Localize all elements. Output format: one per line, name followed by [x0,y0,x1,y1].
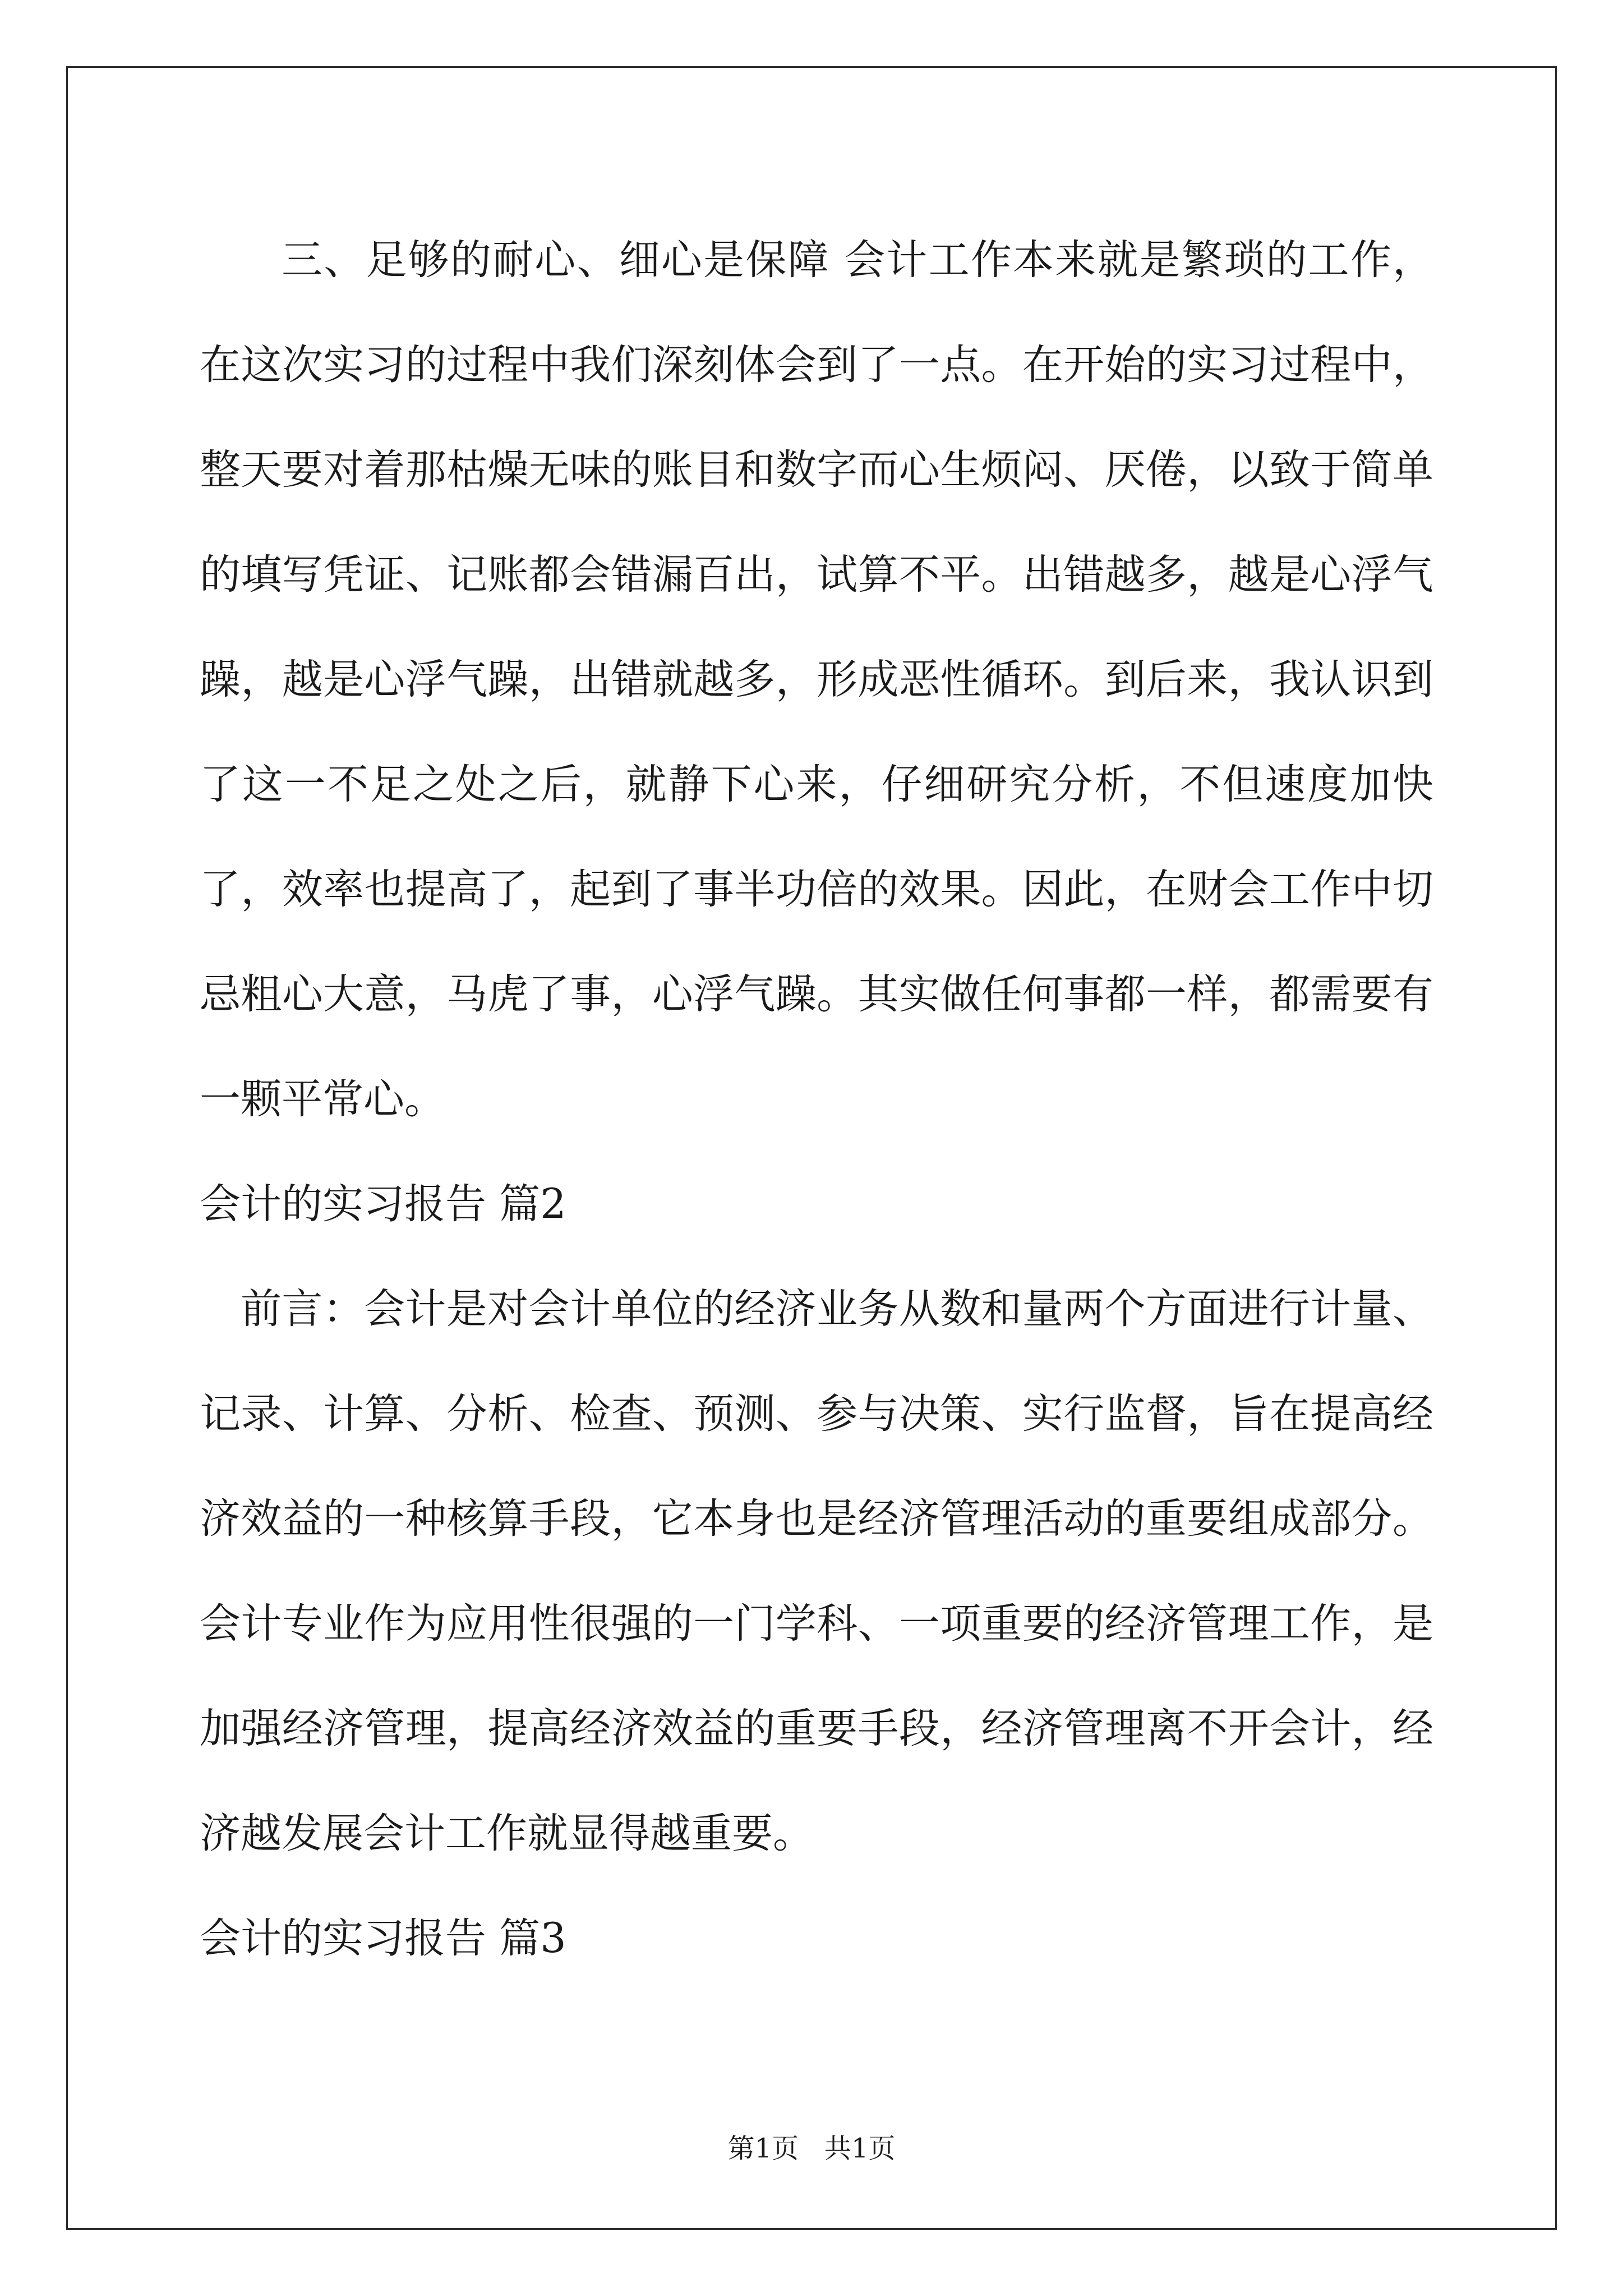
paragraph-preface: 前言：会计是对会计单位的经济业务从数和量两个方面进行计量、记录、计算、分析、检查、预测、参与决策、实行监督，旨在提高经济效益的一种核算手段，它本身也是经济管理活动的重要组成部分。会计专业作为应用性很强的一门学科、一项重要的经济管理工作，是加强经济管理，提高经济效益的重要手段，经济管理离不开会计，经济越发展会计工作就显得越重要。 [200,1285,1433,1857]
page-number: 第1页 共1页 [727,2133,896,2164]
section-heading-3: 会计的实习报告 篇3 [200,1915,566,1962]
page-footer [0,2132,1623,2165]
document-body [200,208,1433,1991]
paragraph-patience: 三、足够的耐心、细心是保障 会计工作本来就是繁琐的工作，在这次实习的过程中我们深刻体会到了一点。在开始的实习过程中，整天要对着那枯燥无味的账目和数字而心生烦闷、厌倦，以致于简单的填写凭证、记账都会错漏百出，试算不平。出错越多，越是心浮气躁，越是心浮气躁，出错就越多，形成恶性循环。到后来，我认识到了这一不足之处之后，就静下心来，仔细研究分析，不但速度加快了，效率也提高了，起到了事半功倍的效果。因此，在财会工作中切忌粗心大意，马虎了事，心浮气躁。其实做任何事都一样，都需要有一颗平常心。 [200,236,1433,1123]
section-heading-2: 会计的实习报告 篇2 [200,1180,566,1228]
